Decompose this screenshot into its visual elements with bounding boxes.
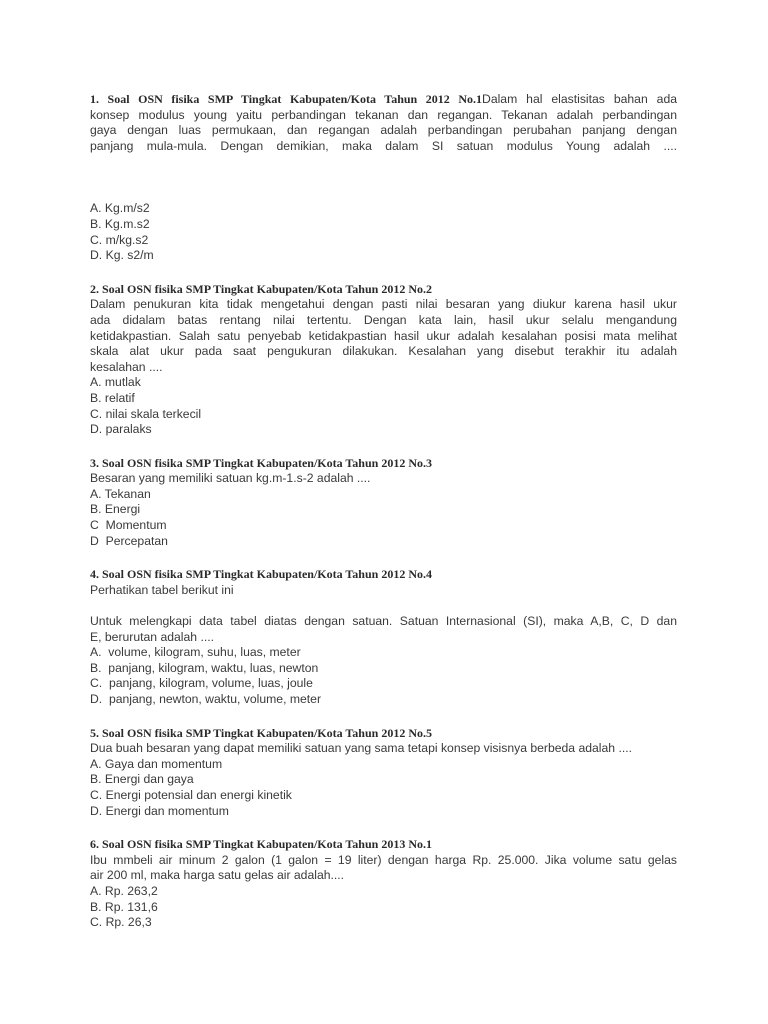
question-1-option-d: D. Kg. s2/m xyxy=(90,248,154,263)
question-4-line-2: E, berurutan adalah .... xyxy=(90,629,214,644)
question-2-line-3: ketidakpastian. Salah satu penyebab ketidakpastian hasil ukur adalah kesalahan posisi mata melihat xyxy=(90,328,677,343)
question-5-line-1: Dua buah besaran yang dapat memiliki satuan yang sama tetapi konsep visisnya berbeda adalah .... xyxy=(90,741,633,756)
question-5-option-a: A. Gaya dan momentum xyxy=(90,756,223,771)
question-6 xyxy=(90,837,677,931)
question-1-option-b: B. Kg.m.s2 xyxy=(90,216,150,231)
question-4-line-1: Untuk melengkapi data tabel diatas dengan satuan. Satuan Internasional (SI), maka A,B, C, D dan xyxy=(90,614,677,629)
question-2-option-a: A. mutlak xyxy=(90,375,141,390)
question-5-heading: 5. Soal OSN fisika SMP Tingkat Kabupaten/Kota Tahun 2012 No.5 xyxy=(90,725,432,740)
question-1-heading: 1. Soal OSN fisika SMP Tingkat Kabupaten/Kota Tahun 2012 No.1 xyxy=(90,92,483,106)
question-1-line-3: gaya dengan luas permukaan, dan regangan adalah perbandingan perubahan panjang dengan xyxy=(90,123,677,138)
question-4-heading: 4. Soal OSN fisika SMP Tingkat Kabupaten/Kota Tahun 2012 No.4 xyxy=(90,567,432,582)
question-6-option-a: A. Rp. 263,2 xyxy=(90,883,158,898)
question-5-option-b: B. Energi dan gaya xyxy=(90,772,194,787)
question-3-line-1: Besaran yang memiliki satuan kg.m-1.s-2 adalah .... xyxy=(90,471,371,486)
question-1-line-4: panjang mula-mula. Dengan demikian, maka dalam SI satuan modulus Young adalah .... xyxy=(90,138,677,153)
document-page xyxy=(90,92,677,931)
question-5-option-d: D. Energi dan momentum xyxy=(90,803,229,818)
question-2-option-c: C. nilai skala terkecil xyxy=(90,406,202,421)
question-4-option-a: A. volume, kilogram, suhu, luas, meter xyxy=(90,645,301,660)
question-6-line-2: air 200 ml, maka harga satu gelas air adalah.... xyxy=(90,868,345,883)
question-4-option-d: D. panjang, newton, waktu, volume, meter xyxy=(90,692,322,706)
question-6-option-b: B. Rp. 131,6 xyxy=(90,899,158,914)
question-2-line-1: Dalam penukuran kita tidak mengetahui dengan pasti nilai besaran yang diukur karena hasil ukur xyxy=(90,297,677,312)
question-2-option-d: D. paralaks xyxy=(90,422,152,437)
question-2-line-5: kesalahan .... xyxy=(90,359,163,374)
question-1-line-2: konsep modulus young yaitu perbandingan tekanan dan regangan. Tekanan adalah perbandingan xyxy=(90,107,677,122)
question-6-heading: 6. Soal OSN fisika SMP Tingkat Kabupaten/Kota Tahun 2013 No.1 xyxy=(90,837,432,852)
question-1-first-line xyxy=(90,92,677,108)
question-4 xyxy=(90,567,677,707)
question-6-option-c: C. Rp. 26,3 xyxy=(90,915,152,930)
question-5-option-c: C. Energi potensial dan energi kinetik xyxy=(90,787,292,802)
question-1-option-a: A. Kg.m/s2 xyxy=(90,201,150,216)
question-2 xyxy=(90,282,677,438)
question-6-line-1: Ibu mmbeli air minum 2 galon (1 galon = 19 liter) dengan harga Rp. 25.000. Jika volume satu gelas xyxy=(90,852,677,867)
question-2-heading: 2. Soal OSN fisika SMP Tingkat Kabupaten/Kota Tahun 2012 No.2 xyxy=(90,281,432,296)
question-1-option-c: C. m/kg.s2 xyxy=(90,232,149,247)
question-5 xyxy=(90,726,677,820)
question-4-option-c: C. panjang, kilogram, volume, luas, joule xyxy=(90,676,313,691)
question-1-line-1: Dalam hal elastisitas bahan ada xyxy=(482,92,678,106)
question-3-option-d: D Percepatan xyxy=(90,533,168,548)
question-1 xyxy=(90,92,677,264)
question-3-heading: 3. Soal OSN fisika SMP Tingkat Kabupaten/Kota Tahun 2012 No.3 xyxy=(90,455,432,470)
question-3 xyxy=(90,456,677,550)
question-2-line-2: ada didalam batas rentang nilai tertentu. Dengan kata lain, hasil ukur selalu mengandung xyxy=(90,312,677,327)
question-2-option-b: B. relatif xyxy=(90,390,135,405)
question-3-option-c: C Momentum xyxy=(90,518,167,533)
question-3-option-b: B. Energi xyxy=(90,502,141,517)
question-2-line-4: skala alat ukur pada saat pengukuran dilakukan. Kesalahan yang disebut terakhir itu adalah xyxy=(90,344,677,359)
question-4-option-b: B. panjang, kilogram, waktu, luas, newton xyxy=(90,660,319,675)
question-3-option-a: A. Tekanan xyxy=(90,486,151,501)
question-4-intro: Perhatikan tabel berikut ini xyxy=(90,582,234,597)
